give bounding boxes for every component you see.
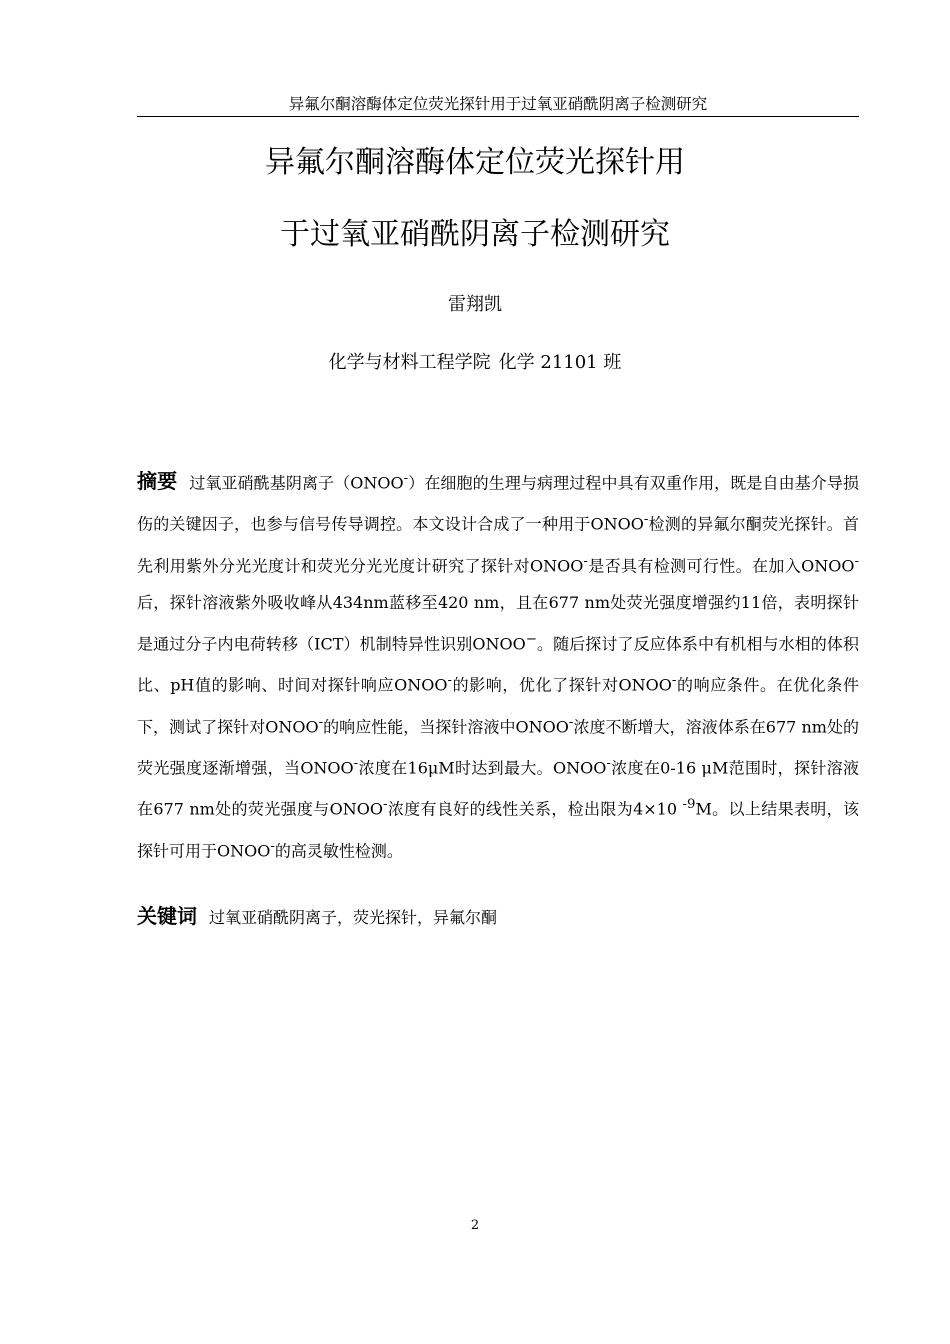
superscript: - [606, 755, 611, 771]
abstract-text: 是否具有检测可行性。在加入ONOO [587, 555, 855, 575]
abstract-text: 过氧亚硝酰基阴离子（ONOO [189, 473, 404, 493]
superscript: - [583, 553, 588, 569]
abstract-text: 的响应性能，当探针溶液中ONOO [323, 716, 569, 736]
affiliation-class: 化学 21101 班 [498, 352, 622, 373]
abstract-text: ）在细胞的生理与病理过程中具有双重作用，既是自由基介导损伤的关键因子，也参与信号传导调控。本文设计合成了一种用于ONOO [137, 473, 860, 534]
running-header: 异氟尔酮溶酶体定位荧光探针用于过氧亚硝酰阴离子检测研究 [288, 95, 708, 113]
keywords-text: 过氧亚硝酰阴离子，荧光探针，异氟尔酮 [209, 908, 498, 927]
abstract-text: 浓度有良好的线性关系，检出限为4×10 [387, 799, 683, 819]
superscript: - [403, 471, 409, 486]
abstract [137, 460, 859, 869]
title-line-2: 于过氧亚硝酰阴离子检测研究 [280, 217, 670, 252]
abstract-text: 浓度在16μM时达到最大。ONOO [358, 758, 607, 778]
superscript: - [447, 673, 452, 689]
keywords [137, 898, 859, 936]
superscript: - [382, 797, 388, 813]
superscript: - [854, 553, 859, 569]
superscript: - [643, 512, 649, 528]
superscript: - [671, 673, 677, 689]
abstract-text: 的响应条件。在优化条件下，测试了探针对ONOO [137, 675, 859, 736]
abstract-text: 后，探针溶液紫外吸收峰从434nm蓝移至420 nm，且在677 nm处荧光强度增强约11倍，表明探针是通过分子内电荷转移（ICT）机制特异性识别ONOO [137, 592, 859, 654]
superscript: − [525, 631, 537, 647]
superscript: - [318, 714, 324, 730]
page-number: 2 [470, 1218, 480, 1233]
abstract-text: 浓度不断增大，溶液体系在677 nm处的荧光强度逐渐增强，当ONOO [137, 716, 860, 778]
abstract-text: 的影响，优化了探针对ONOO [452, 675, 672, 695]
affiliation-school: 化学与材料工程学院 [328, 352, 491, 373]
keywords-label: 关键词 [137, 904, 197, 928]
affiliation [0, 350, 950, 376]
header-rule [137, 116, 859, 117]
superscript: - [353, 755, 359, 771]
abstract-text: 检测的异氟尔酮荧光探针。首先利用紫外分光光度计和荧光分光光度计研究了探针对ONOO [137, 514, 859, 575]
superscript: - [568, 714, 574, 730]
superscript: -9 [682, 797, 696, 813]
abstract-text: 浓度在0-16 μM范围时，探针溶液在677 nm处的荧光强度与ONOO [137, 758, 859, 819]
title-line-1: 异氟尔酮溶酶体定位荧光探针用 [265, 145, 685, 180]
abstract-text: 。随后探讨了反应体系中有机相与水相的体积比、pH值的影响、时间对探针响应ONOO [137, 634, 859, 695]
author-name: 雷翔凯 [448, 294, 502, 315]
superscript: - [270, 838, 275, 854]
abstract-text: 的高灵敏性检测。 [274, 840, 403, 860]
abstract-text: M。以上结果表明，该探针可用于ONOO [137, 799, 859, 860]
abstract-label: 摘要 [137, 469, 178, 494]
